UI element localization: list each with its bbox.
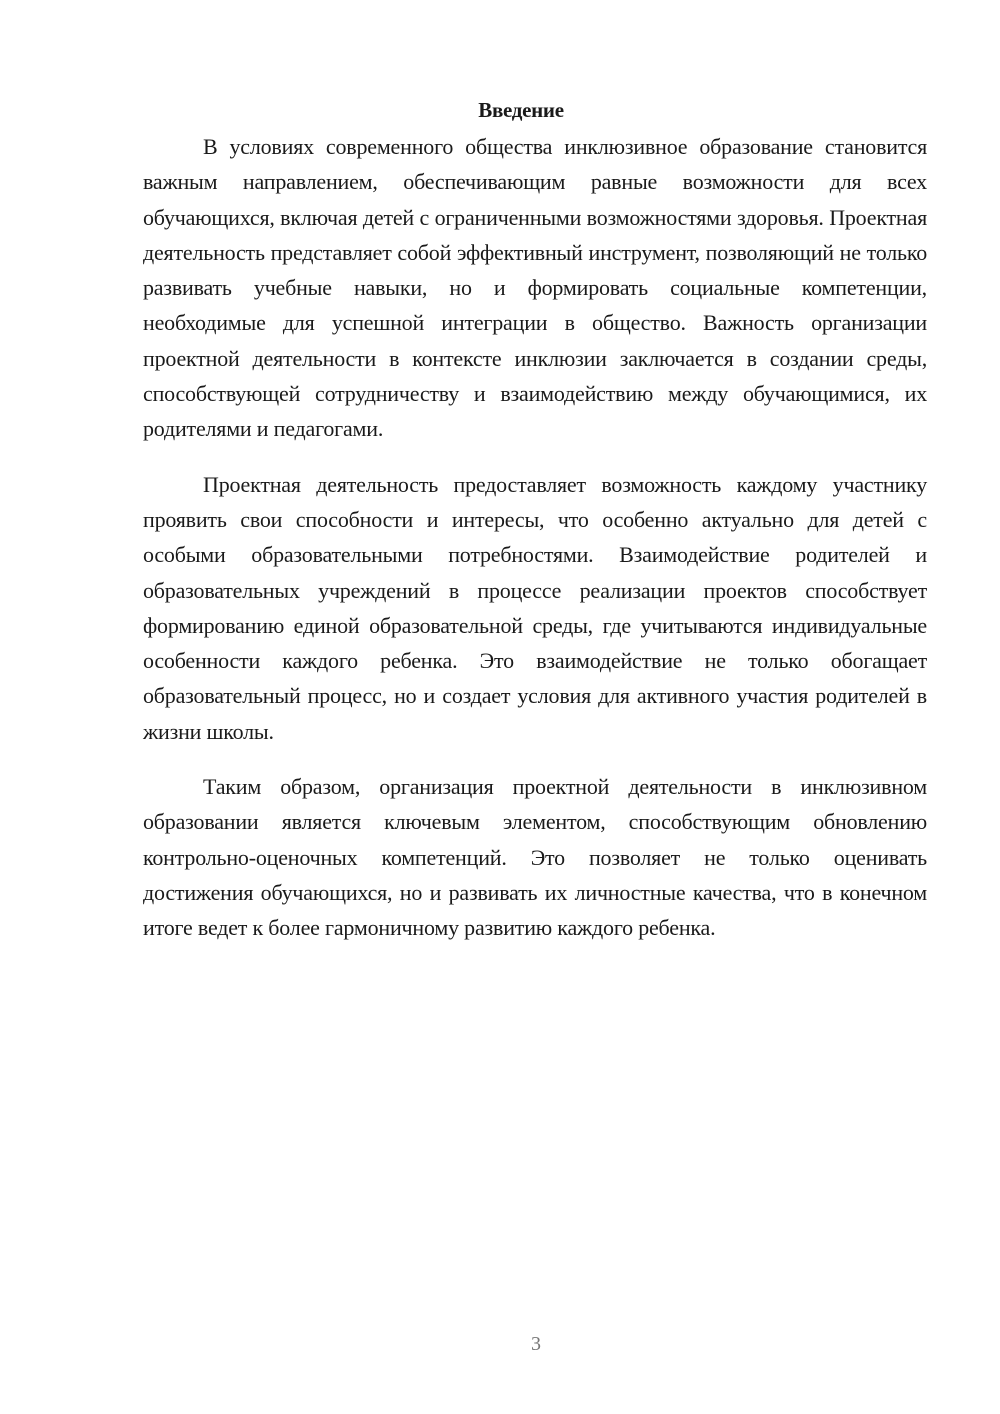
page-number: 3	[531, 1333, 541, 1355]
paragraph-1: В условиях современного общества инклюзивное образование становится важным направлением, обеспечивающим равные возможности для всех обучающихся, включая детей с ограниченными возможностями здоровья. Проектная деятельность представляет собой эффективный инструмент, позволяющий не только развивать учебные навыки, но и формировать социальные компетенции, необходимые для успешной интеграции в общество. Важность организации проектной деятельности в контексте инклюзии заключается в создании среды, способствующей сотрудничеству и взаимодействию между обучающимися, их родителями и педагогами.	[143, 134, 927, 442]
paragraph-3: Таким образом, организация проектной деятельности в инклюзивном образовании является ключевым элементом, способствующим обновлению контрольно-оценочных компетенций. Это позволяет не только оценивать достижения обучающихся, но и развивать их личностные качества, что в конечном итоге ведет к более гармоничному развитию каждого ребенка.	[143, 774, 927, 941]
paragraph-2: Проектная деятельность предоставляет возможность каждому участнику проявить свои способности и интересы, что особенно актуально для детей с особыми образовательными потребностями. Взаимодействие родителей и образовательных учреждений в процессе реализации проектов способствует формированию единой образовательной среды, где учитываются индивидуальные особенности каждого ребенка. Это взаимодействие не только обогащает образовательный процесс, но и создает условия для активного участия родителей в жизни школы.	[143, 471, 927, 744]
section-title: Введение	[478, 98, 564, 122]
document-page	[143, 92, 927, 966]
